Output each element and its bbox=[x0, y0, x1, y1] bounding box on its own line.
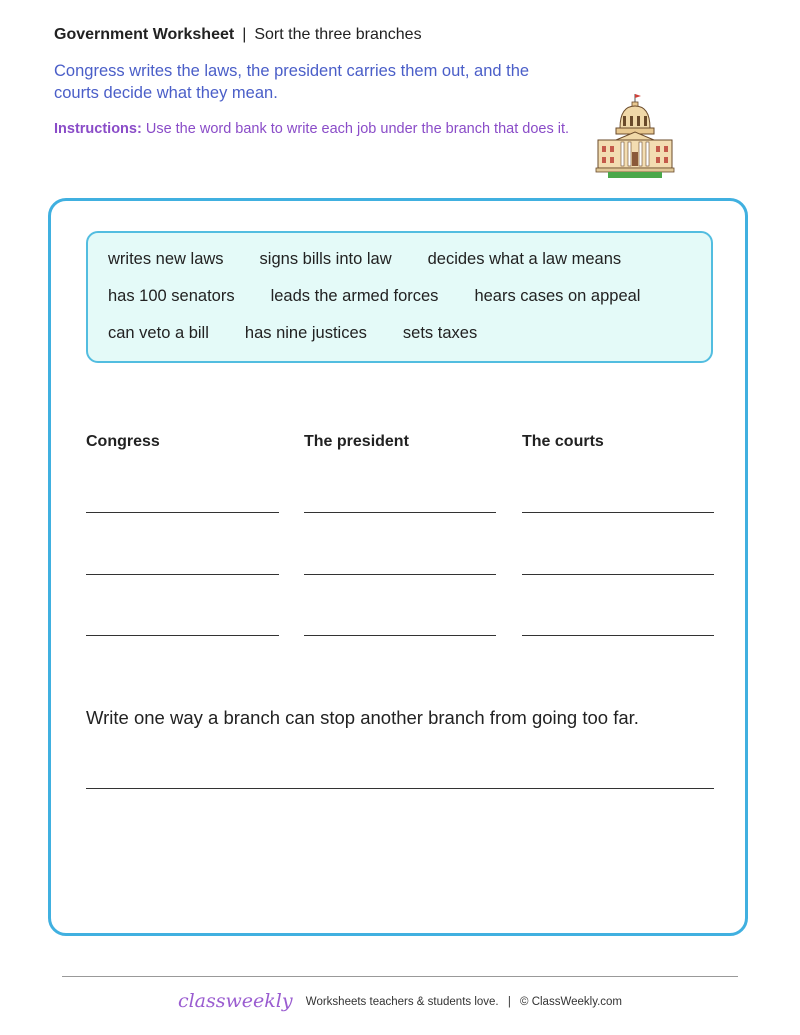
capitol-building-icon bbox=[594, 92, 676, 180]
footer bbox=[0, 990, 800, 1012]
instructions-lead: Instructions: bbox=[54, 121, 142, 137]
courts-answer-line-2[interactable] bbox=[522, 574, 714, 575]
worksheet-subtitle: Sort the three branches bbox=[254, 26, 422, 43]
president-answer-line-2[interactable] bbox=[304, 574, 496, 575]
footer-separator: | bbox=[507, 996, 511, 1008]
word-bank bbox=[86, 231, 713, 363]
word-bank-row bbox=[108, 324, 513, 343]
worksheet-header bbox=[54, 26, 422, 44]
congress-answer-line-3[interactable] bbox=[86, 635, 279, 636]
instructions bbox=[54, 118, 574, 140]
question-answer-line[interactable] bbox=[86, 788, 714, 789]
president-answer-line-3[interactable] bbox=[304, 635, 496, 636]
word-bank-item: has 100 senators bbox=[108, 287, 235, 305]
president-answer-line-1[interactable] bbox=[304, 512, 496, 513]
word-bank-item: signs bills into law bbox=[259, 250, 392, 268]
column-heading-president: The president bbox=[304, 433, 409, 450]
brand-logo: classweekly bbox=[177, 990, 293, 1012]
question-prompt: Write one way a branch can stop another branch from going too far. bbox=[86, 707, 639, 728]
word-bank-item: leads the armed forces bbox=[270, 287, 439, 305]
congress-answer-line-1[interactable] bbox=[86, 512, 279, 513]
intro-text: Congress writes the laws, the president carries them out, and the courts decide what they mean. bbox=[54, 62, 530, 102]
worksheet-title: Government Worksheet bbox=[54, 26, 235, 43]
word-bank-row bbox=[108, 287, 676, 306]
word-bank-item: has nine justices bbox=[244, 324, 367, 342]
word-bank-item: writes new laws bbox=[108, 250, 224, 268]
word-bank-item: hears cases on appeal bbox=[474, 287, 641, 305]
word-bank-row bbox=[108, 250, 657, 269]
word-bank-item: decides what a law means bbox=[427, 250, 622, 268]
footer-tagline: Worksheets teachers & students love. bbox=[305, 996, 499, 1008]
footer-divider bbox=[62, 976, 738, 977]
word-bank-item: can veto a bill bbox=[108, 324, 209, 342]
word-bank-item: sets taxes bbox=[402, 324, 478, 342]
column-heading-courts: The courts bbox=[522, 433, 604, 450]
courts-answer-line-3[interactable] bbox=[522, 635, 714, 636]
footer-copyright: © ClassWeekly.com bbox=[520, 996, 623, 1008]
congress-answer-line-2[interactable] bbox=[86, 574, 279, 575]
instructions-text: Use the word bank to write each job under the branch that does it. bbox=[145, 121, 570, 137]
header-separator: | bbox=[242, 26, 247, 43]
courts-answer-line-1[interactable] bbox=[522, 512, 714, 513]
column-heading-congress: Congress bbox=[86, 433, 160, 450]
